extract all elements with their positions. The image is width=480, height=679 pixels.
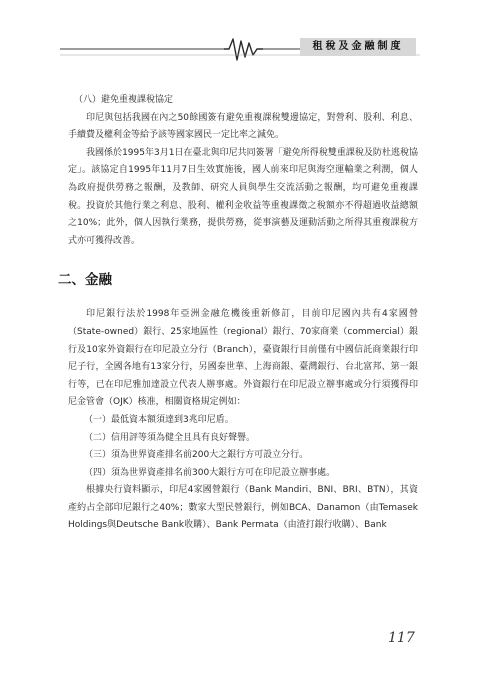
requirement-item: （三）須為世界資產排名前200大之銀行方可設立分行。: [84, 450, 309, 461]
running-header-title: 租稅及金融制度: [300, 38, 416, 56]
page-content: [58, 92, 418, 535]
section-2-closing: 根據央行資料顯示，印尼4家國營銀行（Bank Mandiri、BNI、BRI、BTN），其資產約占全部印尼銀行之40%；數家大型民營銀行，例如BCA、Danamon（由Temasek Holdings與Deutsche Bank收購）、Bank Permata（由渣打銀行收購）、Bank: [68, 485, 418, 531]
requirement-item: （一）最低資本額須達到3兆印尼盾。: [84, 414, 234, 425]
section-8-paragraph-1: 印尼與包括我國在內之50餘國簽有避免重複課稅雙邊協定，對營利、股利、利息、手續費及權利金等給予該等國家國民一定比率之減免。: [68, 112, 418, 141]
requirement-item: （四）須為世界資產排名前300大銀行方可在印尼設立辦事處。: [84, 467, 336, 478]
section-2-intro: 印尼銀行法於1998年亞洲金融危機後重新修訂，目前印尼國內共有4家國營（State-owned）銀行、25家地區性（regional）銀行、70家商業（commercial）銀行及10家外資銀行在印尼設立分行（Branch），臺資銀行目前僅有中國信託商業銀行印尼子行，全國各地有13家分行，另國泰世華、上海商銀、臺灣銀行、台北富邦、第一銀行等，已在印尼雅加達設立代表人辦事處。外資銀行在印尼設立辦事處或分行須獲得印尼金管會（OJK）核准，相關資格規定例如：: [68, 309, 418, 408]
page-number: 117: [388, 630, 415, 646]
section-8-heading: （八）避免重複課稅協定: [74, 95, 174, 105]
section-8-paragraph-2: 我國係於1995年3月1日在臺北與印尼共同簽署「避免所得稅雙重課稅及防杜逃稅協定」。該協定自1995年11月7日生效實施後，國人前來印尼與海空運輸業之利潤，個人為政府提供勞務之報酬，及教師、研究人員與學生交流活動之報酬，均可避免重複課稅。投資於其他行業之利息、股利、權利金收益等重複課徵之稅額亦不得超過收益總額之10%；此外，個人因執行業務，提供勞務，從事演藝及運動活動之所得其重複課稅方式亦可獲得改善。: [68, 147, 418, 246]
requirement-item: （二）信用評等須為健全且具有良好聲譽。: [84, 432, 256, 443]
section-2-heading: 二、金融: [58, 272, 112, 289]
page-header: [0, 36, 480, 68]
